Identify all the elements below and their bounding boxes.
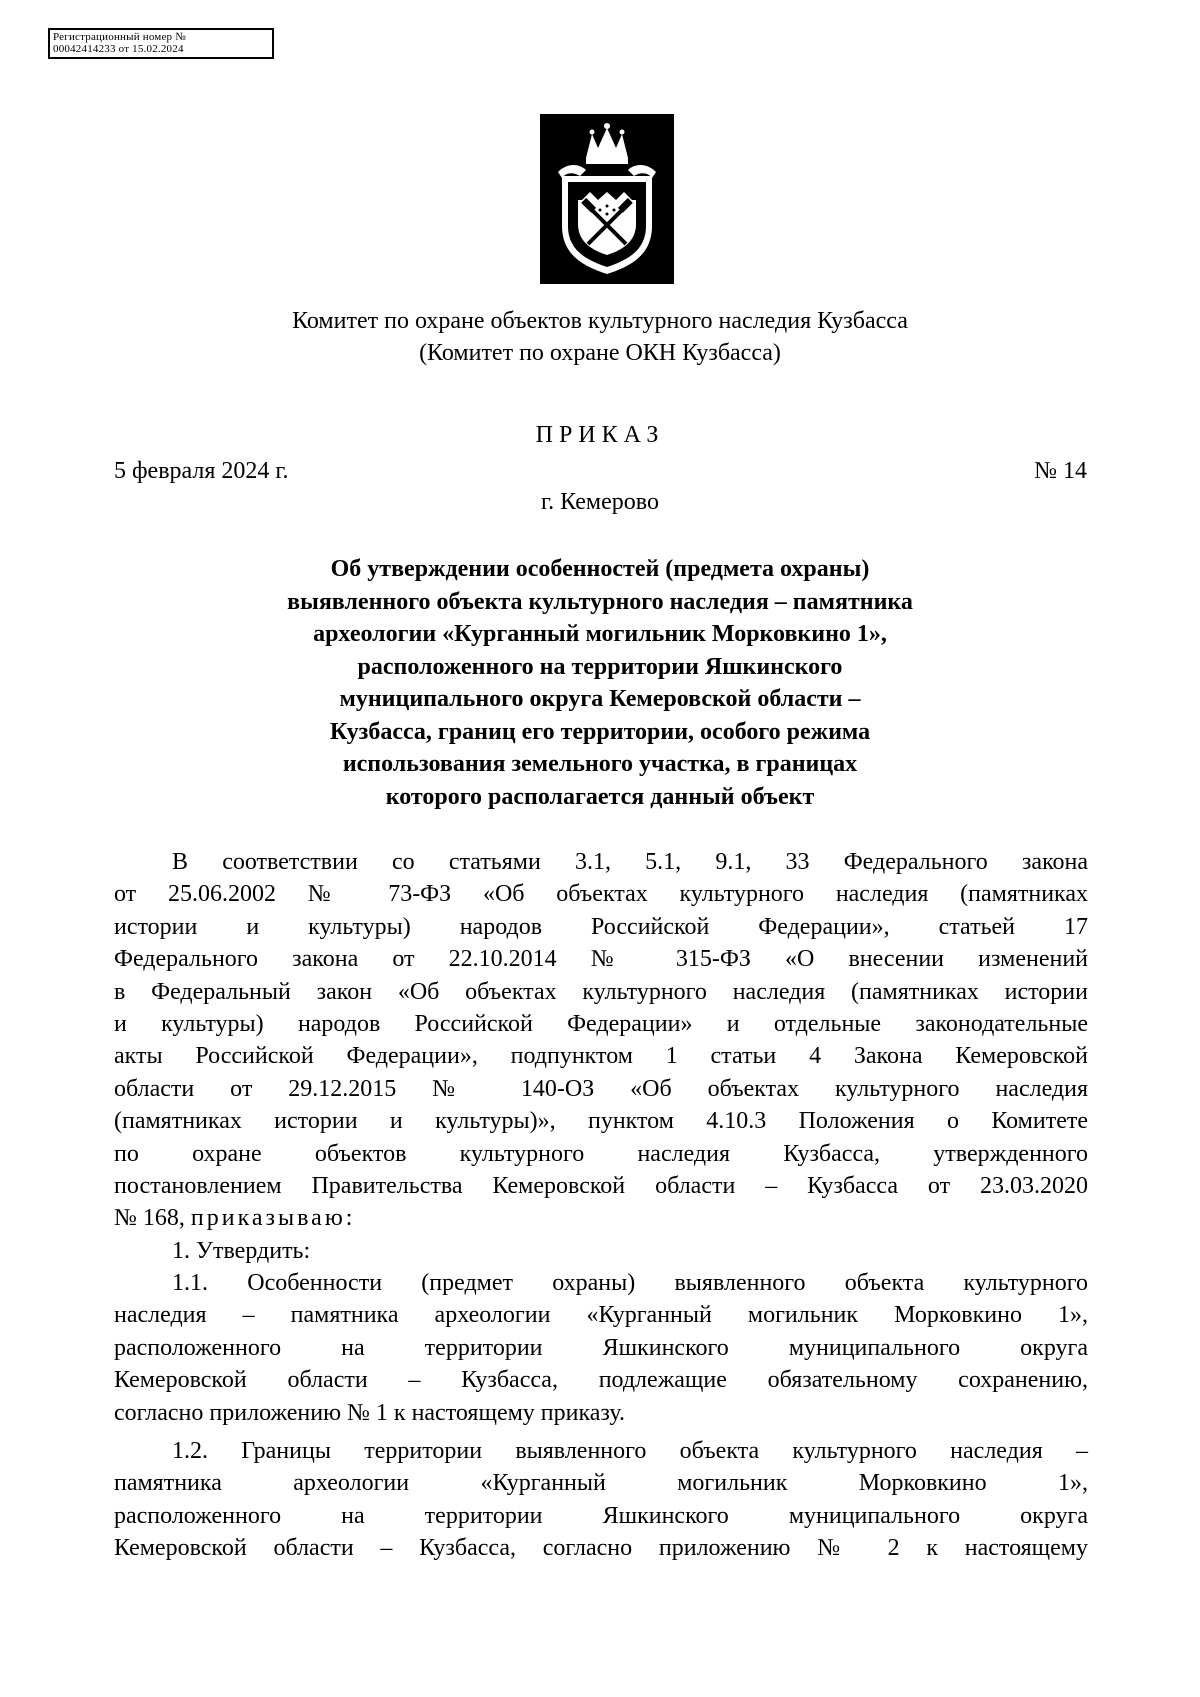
body-line: наследия – памятника археологии «Курганный могильник Морковкино 1», [114, 1302, 1088, 1329]
organization-name: Комитет по охране объектов культурного наследия Кузбасса [292, 308, 908, 334]
title-line: Об утверждении особенностей (предмета охраны) [330, 556, 870, 582]
registration-stamp-line2: 00042414233 от 15.02.2024 [53, 43, 184, 55]
title-line: которого располагается данный объект [385, 783, 815, 810]
body-line: Федерального закона от 22.10.2014 № 315-ФЗ «О внесении изменений [114, 946, 1088, 973]
coat-of-arms-icon [540, 114, 674, 284]
document-title [0, 553, 1200, 813]
document-date: 5 февраля 2024 г. [114, 458, 289, 484]
title-line: выявленного объекта культурного наследия – памятника [287, 588, 913, 615]
body-line: согласно приложению № 1 к настоящему приказу. [114, 1399, 625, 1426]
body-line: от 25.06.2002 № 73-ФЗ «Об объектах культурного наследия (памятниках [114, 881, 1088, 908]
body-line: Кемеровской области – Кузбасса, подлежащие обязательному сохранению, [114, 1367, 1088, 1394]
registration-stamp [48, 28, 274, 59]
body-line: Кемеровской области – Кузбасса, согласно приложению № 2 к настоящему [114, 1535, 1088, 1562]
order-verb: приказываю: [190, 1205, 356, 1232]
document-type: ПРИКАЗ [535, 422, 665, 448]
organization-short-name: (Комитет по охране ОКН Кузбасса) [419, 340, 781, 366]
body-line: расположенного на территории Яшкинского муниципального округа [114, 1502, 1088, 1529]
order-number-prefix: № 168, [114, 1205, 191, 1232]
body-line: акты Российской Федерации», подпунктом 1 статьи 4 Закона Кемеровской [114, 1043, 1088, 1070]
body-line: истории и культуры) народов Российской Федерации», статьей 17 [114, 913, 1088, 940]
title-line: Кузбасса, границ его территории, особого режима [329, 718, 871, 745]
document-number: № 14 [1034, 458, 1087, 484]
title-line: использования земельного участка, в границах [342, 751, 858, 777]
title-line: расположенного на территории Яшкинского [357, 653, 843, 680]
body-line: 1.1. Особенности (предмет охраны) выявленного объекта культурного [172, 1270, 1088, 1297]
body-line: В соответствии со статьями 3.1, 5.1, 9.1, 33 Федерального закона [172, 849, 1088, 875]
item-1-2-paragraph [114, 1435, 1088, 1565]
body-line: (памятниках истории и культуры)», пунктом 4.10.3 Положения о Комитете [114, 1108, 1088, 1135]
document-city: г. Кемерово [541, 489, 659, 515]
body-line: 1.2. Границы территории выявленного объекта культурного наследия – [172, 1438, 1088, 1465]
body-line: расположенного на территории Яшкинского муниципального округа [114, 1334, 1088, 1361]
body-line: памятника археологии «Курганный могильник Морковкино 1», [114, 1470, 1088, 1497]
body-line: постановлением Правительства Кемеровской области – Кузбасса от 23.03.2020 [114, 1172, 1088, 1199]
title-line: археологии «Курганный могильник Морковкино 1», [313, 621, 887, 647]
body-line: в Федеральный закон «Об объектах культурного наследия (памятниках истории [114, 978, 1088, 1005]
registration-stamp-line1: Регистрационный номер № [53, 31, 186, 43]
body-line: и культуры) народов Российской Федерации» и отдельные законодательные [114, 1010, 1088, 1037]
preamble-paragraph [114, 846, 1088, 1235]
body-line: области от 29.12.2015 № 140-ОЗ «Об объектах культурного наследия [114, 1075, 1088, 1102]
body-line [114, 1202, 1088, 1234]
title-line: муниципального округа Кемеровской области – [339, 686, 861, 712]
document-body [114, 846, 1088, 1565]
item-1-1-paragraph [114, 1267, 1088, 1429]
body-line: по охране объектов культурного наследия Кузбасса, утвержденного [114, 1140, 1088, 1167]
item-1: 1. Утвердить: [172, 1237, 311, 1264]
